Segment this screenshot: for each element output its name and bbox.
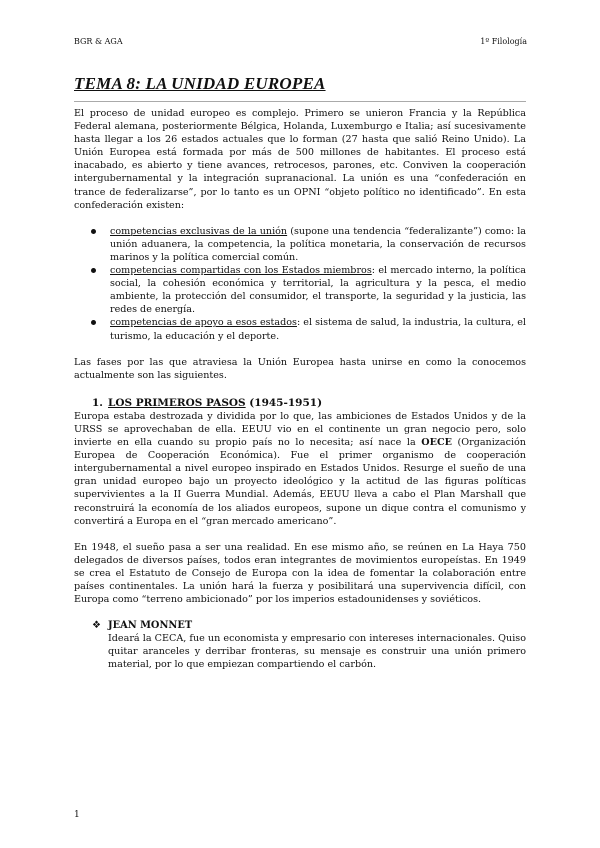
list-item [74, 264, 526, 316]
section1-paragraph-2: En 1948, el sueño pasa a ser una realidad. En ese mismo año, se reúnen en La Haya 750 delegados de diversos países, todos eran integrantes de movimientos europeístas. En 1949 se crea el Estatuto de Consejo de Europa con la idea de fomentar la colaboración entre países continentales. La unión hará la fuerza y posibilitará una supervivencia difícil, con Europa como “terreno ambicionado” por los imperios estadounidenses y soviéticos. [74, 541, 526, 606]
title-divider [74, 101, 526, 102]
page-title: TEMA 8: LA UNIDAD EUROPEA [74, 74, 326, 93]
list-item [74, 316, 526, 342]
section-heading [74, 397, 526, 410]
paragraph-text: (Organización Europea de Cooperación Económica). Fue el primer organismo de cooperación intergubernamental a nivel europeo inspirado en Estados Unidos. Resurge el sueño de una gran unidad europeo bajo un proyecto ideológico y la actitud de las figuras políticas supervivientes a la II Guerra Mundial. Además, EEUU lleva a cabo el Plan Marshall que reconstruirá la economía de los aliados europeos, supone un dique contra el comunismo y convertirá a Europa en el “gran mercado americano”. [74, 437, 526, 527]
oece-term: OECE [421, 437, 452, 449]
intro-paragraph: El proceso de unidad europeo es complejo. Primero se unieron Francia y la República Federal alemana, posteriormente Bélgica, Holanda, Luxemburgo e Italia; así sucesivamente hasta llegar a los 26 estados actuales que lo forman (27 hasta que salió Reino Unido). La Unión Europea está formada por más de 500 millones de habitantes. El proceso está inacabado, es abierto y tiene avances, retrocesos, parones, etc. Conviven la cooperación intergubernamental y la integración supranacional. La unión es una “confederación en trance de federalizarse”, por lo tanto es un OPNI “objeto político no identificado”. En esta confederación existen: [74, 108, 526, 211]
page-number: 1 [74, 810, 80, 820]
section-years: (1945-1951) [245, 396, 323, 409]
list-item [74, 225, 526, 264]
competencias-list [74, 225, 526, 343]
competencia-term: competencias de apoyo a esos estados [110, 317, 297, 329]
section-title: LOS PRIMEROS PASOS [108, 396, 246, 409]
diamond-bullet-icon: ❖ [92, 620, 101, 632]
competencia-term: competencias compartidas con los Estados miembros [110, 265, 372, 277]
header-authors: BGR & AGA [74, 37, 123, 46]
subsection-heading [74, 619, 526, 632]
section-number: 1. [92, 396, 103, 409]
competencia-term: competencias exclusivas de la unión [110, 225, 288, 237]
section1-paragraph-1 [74, 410, 526, 528]
competencia-text: : el sistema de salud, la industria, la cultura, el turismo, la educación y el deporte. [110, 317, 526, 342]
document-body [74, 107, 526, 672]
subsection-title: JEAN MONNET [108, 620, 193, 632]
competencia-text: (supone una tendencia “federalizante”) como: la unión aduanera, la competencia, la política monetaria, la conservación de recursos marinos y la política comercial común. [110, 225, 527, 263]
paragraph-text: Europa estaba destrozada y dividida por lo que, las ambiciones de Estados Unidos y de la URSS se aprovechaban de ella. EEUU vio en el continente un gran negocio pero, solo invierte en ella cuando su propio país no lo necesita; así nace la [74, 410, 526, 449]
phases-intro-paragraph: Las fases por las que atraviesa la Unión Europea hasta unirse en como la conocemos actualmente son las siguientes. [74, 356, 526, 381]
competencia-text: : el mercado interno, la política social, la cohesión económica y territorial, la agricultura y la pesca, el medio ambiente, la protección del consumidor, el transporte, la seguridad y la justicia, las redes de energía. [110, 265, 526, 316]
jean-monnet-paragraph: Ideará la CECA, fue un economista y empresario con intereses internacionales. Quiso quitar aranceles y derribar fronteras, su mensaje es construir una unión primero material, por lo que empiezan compartiendo el carbón. [108, 633, 526, 671]
header-course: 1º Filología [480, 37, 527, 46]
